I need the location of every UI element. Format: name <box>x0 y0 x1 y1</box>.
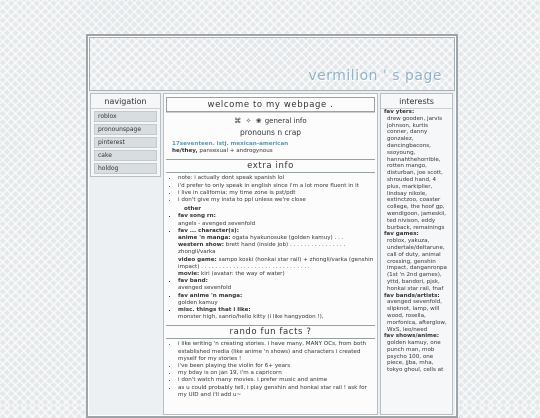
nav-link-cake[interactable]: cake <box>94 150 157 161</box>
navigation-list <box>94 111 157 174</box>
general-info-heading <box>164 117 377 125</box>
general-info-label: general info <box>264 117 307 125</box>
interest-text: roblox, yakuza, undertale/deltarune, call of duty, animal crossing, genshin impact, danganronpa (1st 'n 2nd games), yttd, bandori, pjsk, honkai star rail, fnaf <box>387 238 447 292</box>
rando-facts-heading: rando fun facts ? <box>166 325 375 339</box>
nav-link-roblox[interactable]: roblox <box>94 111 157 122</box>
item-value: angels - avenged sevenfold <box>178 220 256 227</box>
welcome-banner: welcome to my webpage . <box>166 97 375 112</box>
item-label: fav ... character(s): <box>178 227 239 234</box>
list-item <box>178 278 377 292</box>
interest-category: fav shows/anime: <box>384 333 440 340</box>
extra-info-list <box>178 175 377 204</box>
list-item <box>178 293 377 307</box>
list-item: • i'd prefer to only speak in english since i'm a lot more fluent in it <box>178 183 377 190</box>
interest-text: drew gooden, jarvis johnson, kurtis conner, danny gonzalez, dancingbacons, ssoyoung, hannahthehorrible, rotten mango, disturban, joe scott, shrouded hand, 4 plus, markiplier, lindsay nikole, extinctzoo, coaster college, the hoof gp, wendigoon, jameskii, ted nivison, eddy burback, remainings <box>387 115 447 231</box>
interest-text: golden kamuy, one punch man, mob psycho 100, one piece, jjba, mha, tokyo ghoul, cells at <box>387 340 444 374</box>
nav-link-pronounspage[interactable]: pronounspage <box>94 124 157 135</box>
item-value: golden kamuy <box>178 299 218 306</box>
other-heading: other <box>184 206 202 213</box>
rando-facts-list <box>178 341 377 399</box>
item-label: western show: <box>178 242 225 249</box>
other-list <box>178 213 377 321</box>
item-value: kiri (avatar: the way of water) <box>199 271 285 278</box>
extra-info-heading: extra info <box>166 159 375 173</box>
pronouns-value: he/they, <box>172 148 198 155</box>
list-item: • i like writing 'n creating stories. i have many, MANY OCs, from both established media (like anime 'n shows) and characters i created myself for my stories ! <box>178 341 377 363</box>
item-value: avenged sevenfold <box>178 285 232 292</box>
navigation-title: navigation <box>91 94 160 109</box>
identity-line: 17seventeen. istj. mexican-american <box>172 141 289 147</box>
item-value: ogata hyakunosuke (golden kamuy) . . . <box>230 235 344 242</box>
item-value: brett hand (inside job) . . . . . . . . . . . . . . . . zhongli/varka <box>178 242 346 256</box>
site-title: vermilion ' s page <box>308 68 442 84</box>
item-label: fav band: <box>178 278 208 285</box>
navigation-panel <box>90 93 161 177</box>
list-item: • note: i actually dont speak spanish lol <box>178 175 377 182</box>
list-item <box>178 213 377 227</box>
list-item: • i live in california; my time zone is pst/pdt <box>178 190 377 197</box>
interests-panel <box>380 93 453 415</box>
interest-category: fav games: <box>384 231 419 238</box>
pronouns-heading: pronouns n crap <box>239 128 302 137</box>
item-label: misc. things that i like: <box>178 307 251 314</box>
nav-link-pinterest[interactable]: pinterest <box>94 137 157 148</box>
list-item: • as u could probably tell, i play genshin and honkai star rail ! ask for my UID and i'll add u~ <box>178 385 377 399</box>
nav-link-holdog[interactable]: holdog <box>94 163 157 174</box>
interest-category: fav bands/artists: <box>384 292 440 299</box>
item-value: sampo koski (honkai star rail) + zhongli/varka (genshin impact) . . . . . . . . . . . . . . . . . . . . . . . . . . . . . . . <box>178 256 374 270</box>
interest-category: fav yters: <box>384 109 415 115</box>
list-item <box>178 228 377 278</box>
list-item: • my bday is on jan 19, i'm a capricorn <box>178 370 377 377</box>
item-label: anime 'n manga: <box>178 235 231 242</box>
item-label: movie: <box>178 271 200 278</box>
item-label: fav anime 'n manga: <box>178 292 243 299</box>
site-header <box>89 37 455 91</box>
main-content <box>163 93 378 415</box>
item-value: monster high, sanrio/hello kitty (i like hangyodon !), <box>178 314 324 321</box>
pronouns-line <box>172 148 377 155</box>
decorative-symbols-icon: ⌘ ✧ ❀ <box>234 117 263 125</box>
interest-text: avenged sevenfold, slipknot, lamp, will wood, rosella, morfonica, afterglow, WxS, leo/need <box>387 299 447 333</box>
list-item: • i don't give my insta to ppl unless we're close <box>178 197 377 204</box>
item-label: fav song rn: <box>178 213 216 220</box>
interests-title: interests <box>381 94 452 109</box>
list-item: • i've been playing the violin for 6+ years <box>178 363 377 370</box>
list-item <box>178 307 377 321</box>
item-label: video game: <box>178 256 217 263</box>
list-item: • i don't watch many movies. i prefer music and anime <box>178 377 377 384</box>
orientation-value: pansexual + androgynous <box>197 148 273 155</box>
